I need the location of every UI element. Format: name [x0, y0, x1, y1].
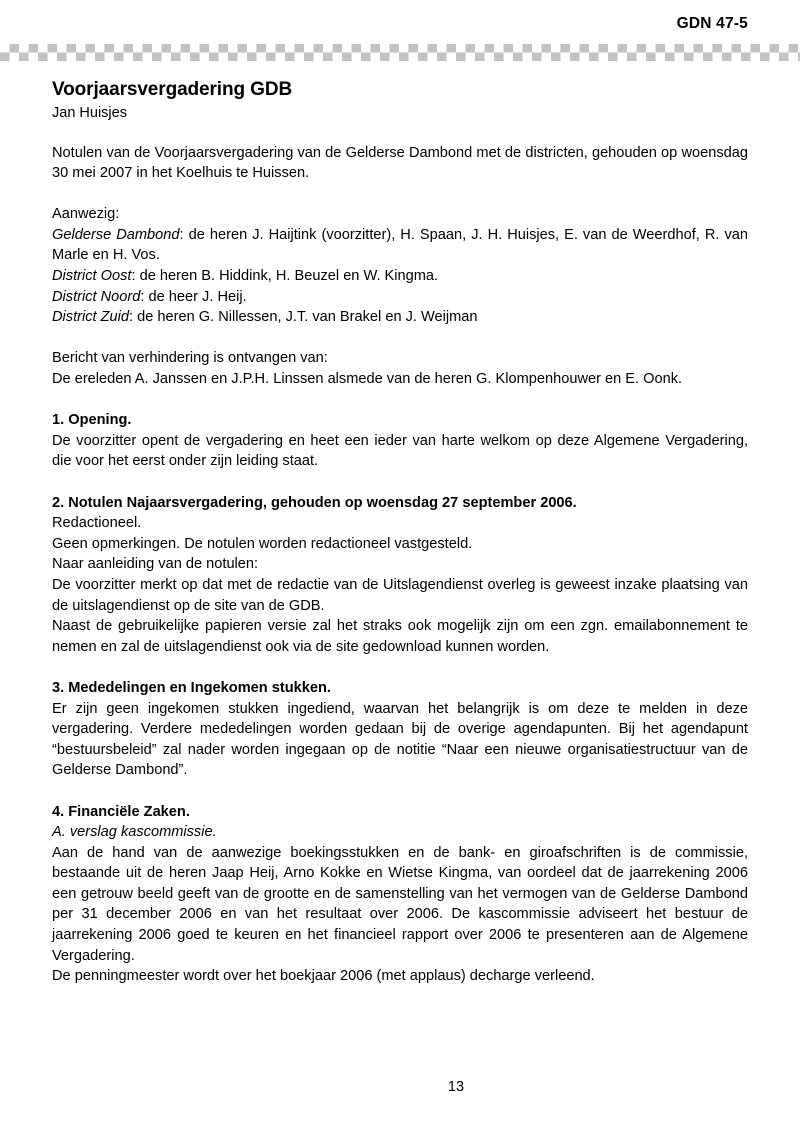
attendance-row: [52, 287, 748, 308]
attendance-group-members: : de heer J. Heij.: [140, 288, 247, 305]
apologies-heading: Bericht van verhindering is ontvangen van:: [52, 350, 328, 367]
attendance-group-members: : de heren B. Hiddink, H. Beuzel en W. Kingma.: [131, 268, 439, 285]
section-heading-3: 3. Mededelingen en Ingekomen stukken.: [52, 679, 331, 696]
attendance-group-label: Gelderse Dambond: [52, 226, 180, 243]
checkerboard-rule-icon: [0, 44, 800, 61]
section-4-paragraph: Aan de hand van de aanwezige boekingsstukken en de bank- en giroafschriften is de commissie, bestaande uit de heren Jaap Heij, Arno Kokke en Wietse Kingma, van oordeel dat de jaarrekening 2006 een getrouw beeld geeft van de grootte en de samenstelling van het vermogen van de Gelderse Dambond per 31 december 2006 en van het resultaat over 2006. De kascommissie adviseert het bestuur de jaarrekening 2006 goed te keuren en het financieel rapport over 2006 te presenteren aan de Algemene Vergadering.: [52, 844, 748, 964]
section-2-line: Naar aanleiding van de notulen:: [52, 556, 259, 573]
intro-paragraph: Notulen van de Voorjaarsvergadering van de Gelderse Dambond met de districten, gehouden op woensdag 30 mei 2007 in het Koelhuis te Huissen.: [52, 144, 748, 182]
attendance-row: [52, 266, 748, 287]
page-number: [0, 1080, 800, 1095]
section-1-paragraph: De voorzitter opent de vergadering en heet een ieder van harte welkom op deze Algemene Vergadering, die voor het eerst onder zijn leiding staat.: [52, 432, 748, 470]
attendance-group-label: District Oost: [52, 268, 132, 285]
attendance-group-members: : de heren J. Haijtink (voorzitter), H. Spaan, J. H. Huisjes, E. van de Weerdhof, R. van Marle en H. Vos.: [52, 226, 748, 264]
section-heading-1: 1. Opening.: [52, 412, 132, 429]
spacer: [52, 781, 748, 802]
document-body: [52, 79, 748, 987]
page-title: Voorjaarsvergadering GDB: [52, 79, 293, 100]
header-issue-code: GDN 47-5: [676, 15, 748, 32]
attendance-group-label: District Noord: [52, 288, 141, 305]
page-number-value: 13: [447, 1079, 465, 1095]
attendance-group-label: District Zuid: [52, 309, 130, 326]
section-3-paragraph: Er zijn geen ingekomen stukken ingediend, waarvan het belangrijk is om deze te melden in deze vergadering. Verdere mededelingen worden gedaan bij de overige agendapunten. Bij het agendapunt “bestuursbeleid” zal nader worden ingegaan op de notitie “Naar een nieuwe organisatiestructuur van de Gelderse Dambond”.: [52, 700, 748, 779]
section-heading-2: 2. Notulen Najaarsvergadering, gehouden op woensdag 27 september 2006.: [52, 494, 577, 511]
apologies-text: De ereleden A. Janssen en J.P.H. Linssen alsmede van de heren G. Klompenhouwer en E. Oonk.: [52, 371, 683, 388]
author-byline: Jan Huisjes: [52, 104, 127, 121]
section-2-paragraph: De voorzitter merkt op dat met de redactie van de Uitslagendienst overleg is geweest inzake plaatsing van de uitslagendienst op de site van de GDB.: [52, 576, 748, 614]
attendance-row: [52, 307, 748, 328]
attendance-row: [52, 225, 748, 266]
section-2-line: Geen opmerkingen. De notulen worden redactioneel vastgesteld.: [52, 535, 473, 552]
section-4-paragraph: De penningmeester wordt over het boekjaar 2006 (met applaus) decharge verleend.: [52, 968, 595, 985]
spacer: [52, 184, 748, 205]
section-2-paragraph: Naast de gebruikelijke papieren versie zal het straks ook mogelijk zijn om een zgn. emailabonnement te nemen en zal de uitslagendienst ook via de site gedownload kunnen worden.: [52, 618, 748, 655]
section-4-subheading: A. verslag kascommissie.: [52, 824, 217, 841]
spacer: [52, 122, 748, 143]
page-header: [0, 0, 800, 44]
spacer: [52, 390, 748, 411]
section-2-line: Redactioneel.: [52, 515, 142, 532]
spacer: [52, 472, 748, 493]
section-heading-4: 4. Financiële Zaken.: [52, 803, 190, 820]
spacer: [52, 657, 748, 678]
attendance-group-members: : de heren G. Nillessen, J.T. van Brakel en J. Weijman: [129, 309, 478, 326]
attendance-heading: Aanwezig:: [52, 206, 120, 223]
spacer: [52, 328, 748, 349]
